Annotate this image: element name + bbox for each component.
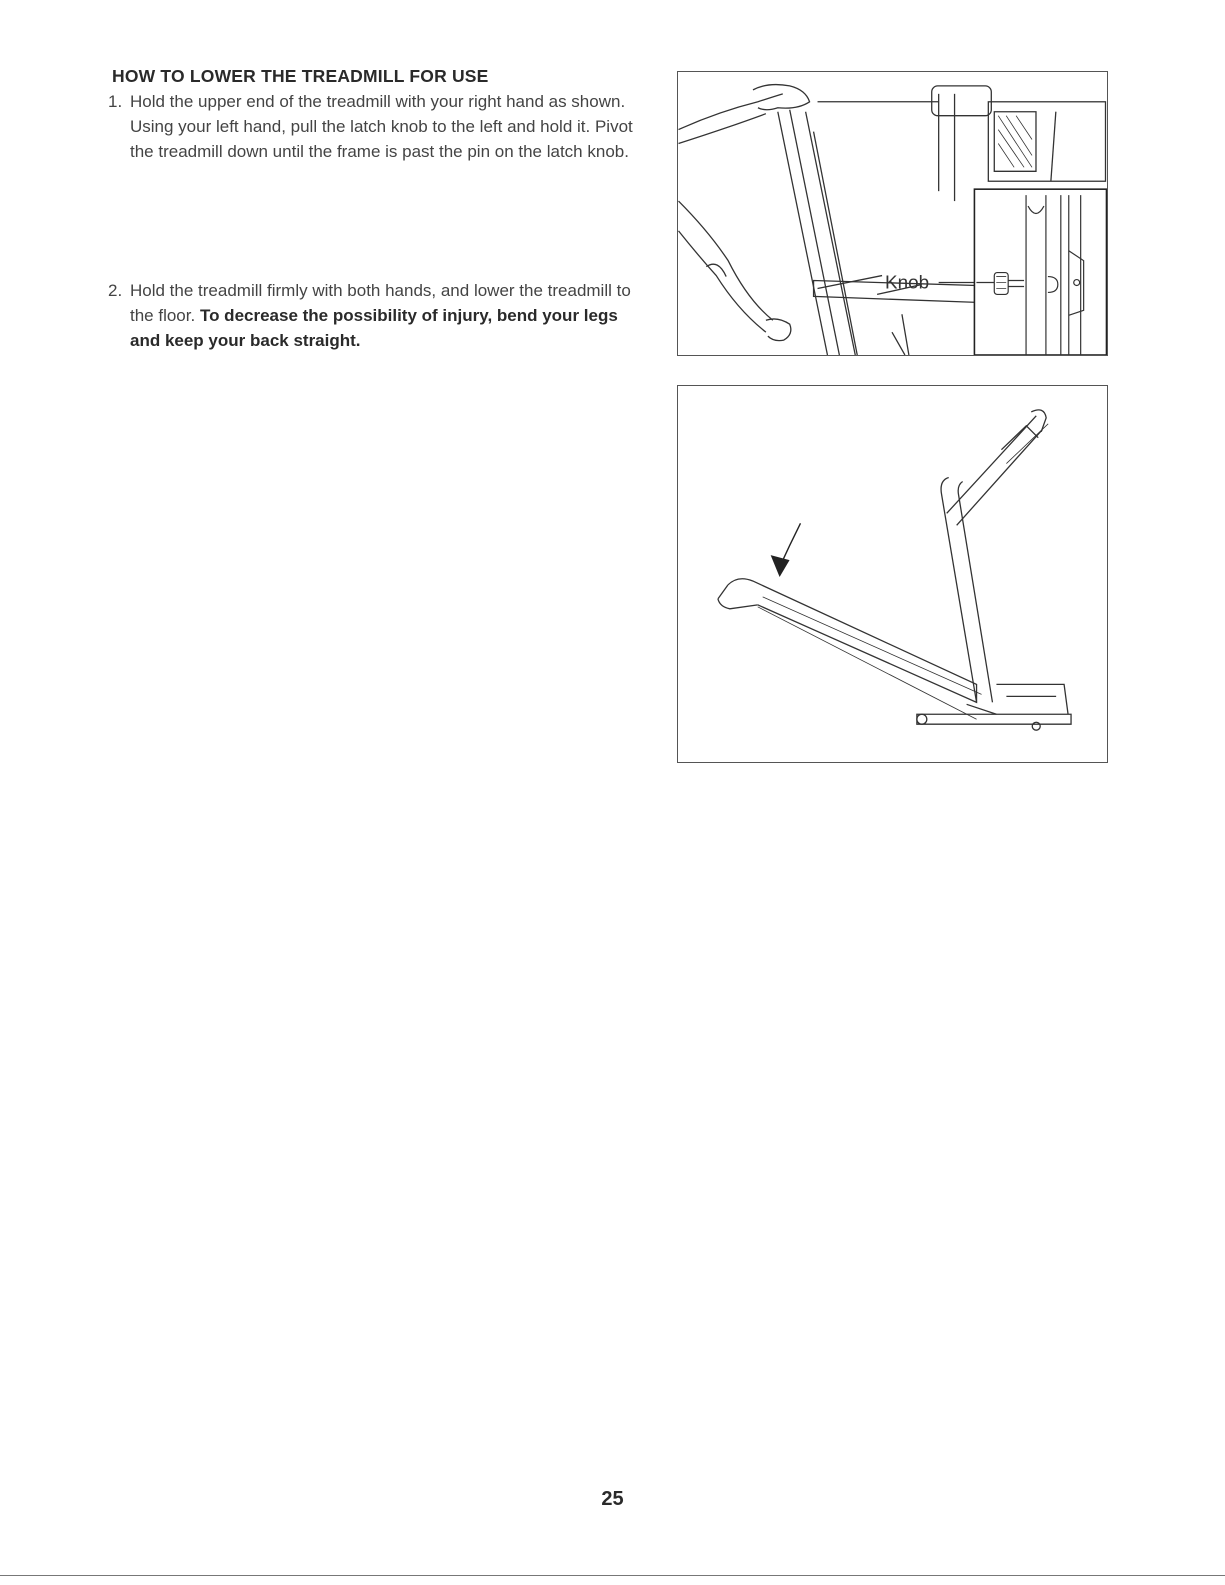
illustration-hands-on-treadmill	[678, 72, 1107, 355]
down-arrow-icon	[771, 523, 801, 577]
safety-warning: To decrease the possibility of injury, bend your legs and keep your back straight.	[130, 306, 618, 350]
step-body	[130, 278, 648, 353]
step-text: Hold the upper end of the treadmill with your right hand as shown. Using your left hand, pull the latch knob to the left and hold it. Pivot the treadmill down until the frame is past the pin on the latch knob.	[130, 92, 633, 161]
figure-lower-treadmill	[677, 385, 1108, 763]
step-1	[108, 89, 648, 164]
section-heading: HOW TO LOWER THE TREADMILL FOR USE	[112, 66, 489, 86]
illustration-treadmill-lowering	[678, 386, 1107, 762]
step-number: 1.	[108, 92, 123, 111]
inset-detail-view	[974, 189, 1106, 355]
page-number: 25	[601, 1488, 624, 1510]
step-2	[108, 278, 648, 353]
figure-unlatch-knob	[677, 71, 1108, 356]
step-text: Hold the treadmill firmly with both hands, and lower the treadmill to the floor.	[130, 281, 631, 325]
bottom-divider	[0, 1575, 1225, 1576]
step-number: 2.	[108, 281, 123, 300]
knob-callout-label: Knob	[885, 271, 930, 293]
